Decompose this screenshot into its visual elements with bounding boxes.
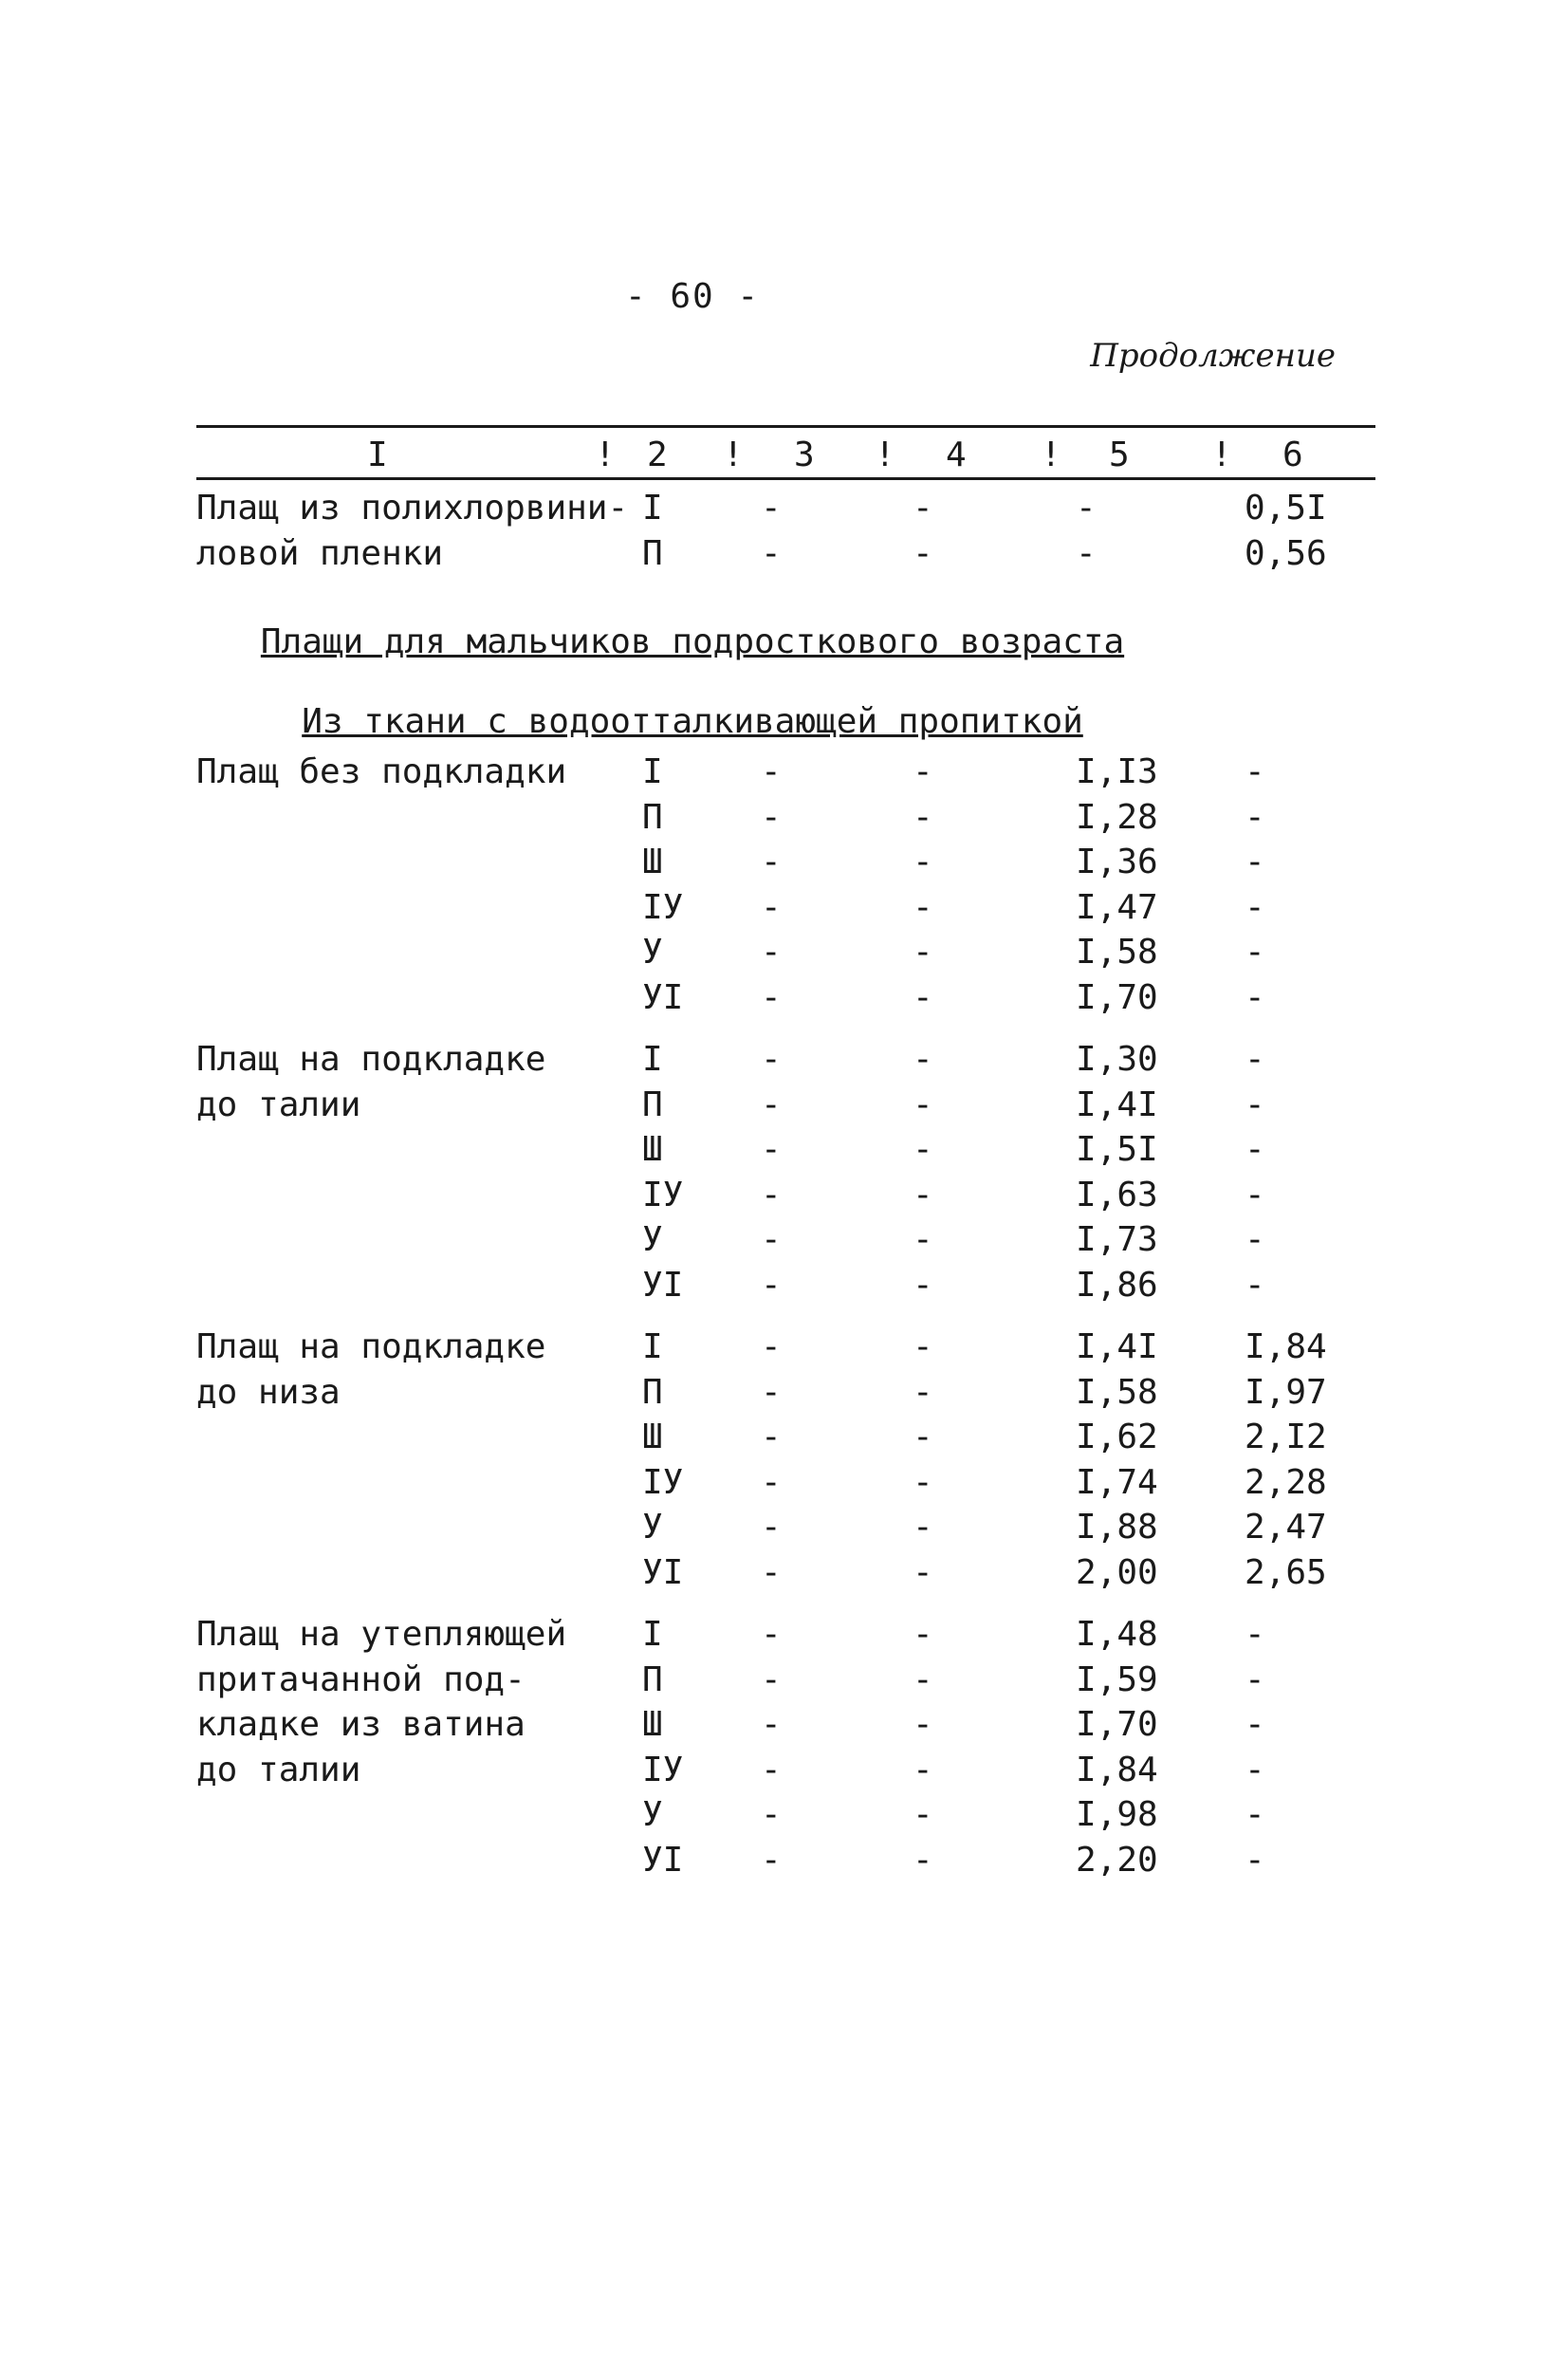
table-row [196,486,1375,531]
cell-col-4: - [913,1266,933,1305]
cell-col-6: 2,47 [1245,1508,1327,1547]
table-row [196,1415,1375,1460]
cell-col-2: Ш [642,1418,663,1456]
cell-col-5: I,4I [1076,1085,1158,1124]
section-heading: Плащи для мальчиков подросткового возраста [260,622,1125,661]
table-row [196,840,1375,885]
header-col-5: 5 [1109,436,1130,474]
cell-col-2: П [642,1085,663,1124]
header-separator: ! [723,436,744,474]
header-col-2: 2 [647,436,668,474]
cell-col-4: - [913,1463,933,1502]
cell-col-3: - [761,1327,782,1366]
cell-col-5: I,48 [1076,1615,1158,1654]
cell-col-3: - [761,798,782,837]
row-name: Плащ на подкладке [196,1040,546,1079]
row-name: Плащ из полихлорвини- [196,489,629,528]
cell-col-3: - [761,1508,782,1547]
table-row [196,750,1375,795]
header-row [196,428,1375,480]
cell-col-5: I,58 [1076,1373,1158,1412]
table-row [196,930,1375,975]
cell-col-2: I [642,489,663,528]
cell-col-3: - [761,1085,782,1124]
cell-col-6: - [1245,1220,1265,1259]
cell-col-5: I,36 [1076,843,1158,881]
cell-col-3: - [761,1660,782,1699]
cell-col-4: - [913,1508,933,1547]
cell-col-4: - [913,752,933,791]
cell-col-5: I,63 [1076,1176,1158,1214]
cell-col-6: 2,I2 [1245,1418,1327,1456]
continuation-label: Продолжение [1090,337,1336,375]
cell-col-3: - [761,489,782,528]
header-separator: ! [1211,436,1232,474]
cell-col-2: УI [642,1553,684,1592]
header-col-4: 4 [946,436,967,474]
row-name: до талии [196,1085,361,1124]
cell-col-4: - [913,1660,933,1699]
table-row [196,885,1375,931]
table-row [196,1325,1375,1370]
cell-col-4: - [913,1751,933,1789]
cell-col-4: - [913,1373,933,1412]
row-name: Плащ на подкладке [196,1327,546,1366]
table-row [196,795,1375,841]
cell-col-4: - [913,1418,933,1456]
cell-col-4: - [913,1220,933,1259]
cell-col-3: - [761,1705,782,1744]
table-row [196,531,1375,577]
cell-col-6: - [1245,1795,1265,1834]
cell-col-2: П [642,1660,663,1699]
cell-col-2: I [642,1040,663,1079]
header-col-3: 3 [794,436,815,474]
table-row [196,1658,1375,1703]
cell-col-3: - [761,1373,782,1412]
cell-col-2: I [642,752,663,791]
table-row [196,1217,1375,1263]
cell-col-5: I,30 [1076,1040,1158,1079]
cell-col-4: - [913,534,933,573]
cell-col-6: - [1245,933,1265,972]
cell-col-3: - [761,1418,782,1456]
cell-col-3: - [761,1463,782,1502]
table-row [196,975,1375,1021]
cell-col-2: УI [642,978,684,1017]
cell-col-3: - [761,1040,782,1079]
cell-col-5: I,70 [1076,1705,1158,1744]
cell-col-3: - [761,1176,782,1214]
cell-col-2: У [642,1795,663,1834]
cell-col-6: - [1245,1660,1265,1699]
cell-col-6: 2,28 [1245,1463,1327,1502]
table-row [196,1748,1375,1793]
header-separator: ! [875,436,895,474]
table-row [196,1460,1375,1506]
cell-col-3: - [761,888,782,927]
cell-col-4: - [913,843,933,881]
row-name: ловой пленки [196,534,444,573]
cell-col-2: П [642,798,663,837]
cell-col-3: - [761,843,782,881]
row-name: до низа [196,1373,341,1412]
page-number: - 60 - [624,277,761,316]
cell-col-2: П [642,1373,663,1412]
cell-col-4: - [913,1795,933,1834]
cell-col-6: - [1245,843,1265,881]
cell-col-6: - [1245,888,1265,927]
cell-col-2: IУ [642,888,684,927]
table-row [196,1037,1375,1083]
cell-col-3: - [761,1841,782,1880]
cell-col-6: - [1245,1751,1265,1789]
table-header [196,425,1375,480]
row-name: до талии [196,1751,361,1789]
cell-col-2: IУ [642,1751,684,1789]
table-row [196,1370,1375,1416]
cell-col-3: - [761,1553,782,1592]
cell-col-5: I,58 [1076,933,1158,972]
cell-col-5: I,70 [1076,978,1158,1017]
cell-col-6: - [1245,1615,1265,1654]
cell-col-4: - [913,1176,933,1214]
cell-col-6: - [1245,1841,1265,1880]
cell-col-6: - [1245,1040,1265,1079]
row-name: Плащ без подкладки [196,752,567,791]
header-separator: ! [1041,436,1061,474]
cell-col-5: I,84 [1076,1751,1158,1789]
table-row [196,1838,1375,1883]
cell-col-4: - [913,1130,933,1169]
cell-col-6: 0,56 [1245,534,1327,573]
cell-col-2: I [642,1327,663,1366]
cell-col-5: I,59 [1076,1660,1158,1699]
cell-col-5: 2,20 [1076,1841,1158,1880]
sub-heading: Из ткани с водоотталкивающей пропиткой [302,702,1083,741]
cell-col-5: I,98 [1076,1795,1158,1834]
cell-col-3: - [761,1795,782,1834]
cell-col-5: - [1076,534,1097,573]
cell-col-4: - [913,1705,933,1744]
cell-col-6: I,97 [1245,1373,1327,1412]
table-row [196,1792,1375,1838]
cell-col-4: - [913,978,933,1017]
header-separator: ! [595,436,616,474]
cell-col-6: - [1245,798,1265,837]
cell-col-4: - [913,798,933,837]
cell-col-5: I,74 [1076,1463,1158,1502]
cell-col-3: - [761,752,782,791]
table-row [196,1550,1375,1596]
cell-col-2: У [642,1508,663,1547]
row-name: кладке из ватина [196,1705,526,1744]
cell-col-4: - [913,1085,933,1124]
cell-col-5: - [1076,489,1097,528]
cell-col-5: I,73 [1076,1220,1158,1259]
cell-col-6: - [1245,978,1265,1017]
header-col-6: 6 [1282,436,1303,474]
cell-col-2: УI [642,1841,684,1880]
cell-col-2: УI [642,1266,684,1305]
table-row [196,1505,1375,1550]
table-row [196,1612,1375,1658]
cell-col-5: 2,00 [1076,1553,1158,1592]
cell-col-4: - [913,1327,933,1366]
cell-col-2: I [642,1615,663,1654]
table-row [196,1173,1375,1218]
cell-col-4: - [913,1040,933,1079]
table-row [196,1127,1375,1173]
header-col-1: I [367,436,388,474]
row-name: притачанной под- [196,1660,526,1699]
cell-col-4: - [913,489,933,528]
cell-col-2: У [642,1220,663,1259]
cell-col-2: П [642,534,663,573]
cell-col-6: 0,5I [1245,489,1327,528]
cell-col-3: - [761,1266,782,1305]
cell-col-3: - [761,534,782,573]
cell-col-5: I,4I [1076,1327,1158,1366]
cell-col-5: I,28 [1076,798,1158,837]
cell-col-4: - [913,888,933,927]
cell-col-2: Ш [642,1705,663,1744]
cell-col-2: IУ [642,1176,684,1214]
cell-col-5: I,5I [1076,1130,1158,1169]
cell-col-5: I,86 [1076,1266,1158,1305]
cell-col-6: - [1245,1085,1265,1124]
cell-col-6: - [1245,752,1265,791]
cell-col-3: - [761,1751,782,1789]
cell-col-5: I,88 [1076,1508,1158,1547]
cell-col-6: - [1245,1176,1265,1214]
cell-col-4: - [913,1841,933,1880]
cell-col-6: - [1245,1266,1265,1305]
cell-col-3: - [761,1130,782,1169]
cell-col-6: - [1245,1130,1265,1169]
cell-col-5: I,47 [1076,888,1158,927]
cell-col-2: IУ [642,1463,684,1502]
cell-col-3: - [761,1220,782,1259]
table-row [196,1702,1375,1748]
cell-col-2: У [642,933,663,972]
cell-col-6: I,84 [1245,1327,1327,1366]
cell-col-4: - [913,1553,933,1592]
cell-col-6: - [1245,1705,1265,1744]
cell-col-4: - [913,933,933,972]
cell-col-3: - [761,933,782,972]
table-row [196,1083,1375,1128]
cell-col-2: Ш [642,843,663,881]
cell-col-3: - [761,1615,782,1654]
cell-col-4: - [913,1615,933,1654]
cell-col-5: I,I3 [1076,752,1158,791]
cell-col-3: - [761,978,782,1017]
row-name: Плащ на утепляющей [196,1615,567,1654]
cell-col-2: Ш [642,1130,663,1169]
table-row [196,1263,1375,1308]
cell-col-5: I,62 [1076,1418,1158,1456]
cell-col-6: 2,65 [1245,1553,1327,1592]
